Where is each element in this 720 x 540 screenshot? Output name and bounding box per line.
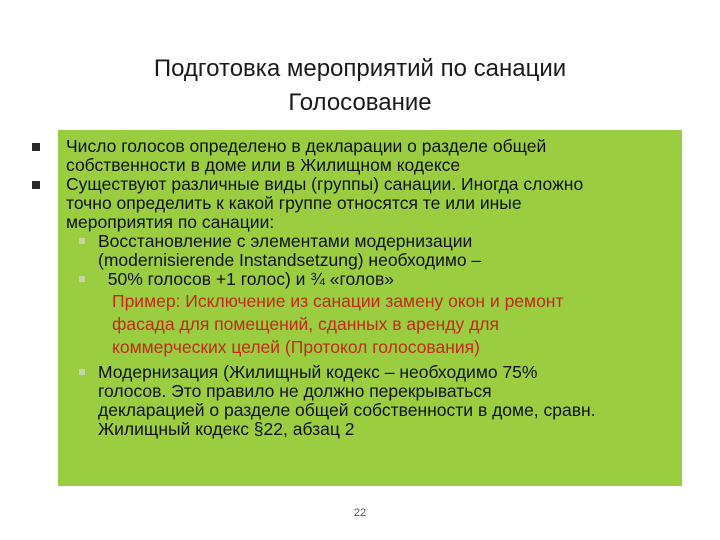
bullet-item-2 <box>30 175 680 232</box>
bullet-1-line-2: собственности в доме или в Жилищном кодексе <box>66 155 461 175</box>
small-square-bullet-icon <box>79 276 85 282</box>
title-line-1: Подготовка мероприятий по санации <box>153 55 567 82</box>
bullet-list <box>30 137 680 439</box>
bullet-item-1 <box>30 137 680 175</box>
example-block <box>30 290 680 359</box>
bullet-2-line-2: точно определить к какой группе относятся те или иные <box>66 193 522 213</box>
sub-bullet-item-3 <box>30 363 680 439</box>
sub-1-line-2: (modernisierende Instandsetzung) необходимо – <box>98 250 482 270</box>
example-line-3: коммерческих целей (Протокол голосования) <box>112 337 480 357</box>
sub-bullet-item-1 <box>30 232 680 270</box>
square-bullet-icon <box>32 143 40 151</box>
sub-2-line-1: 50% голосов +1 голос) и ¾ «голов» <box>98 269 395 289</box>
example-line-2: фасада для помещений, сданных в аренду для <box>112 314 499 334</box>
sub-3-line-1: Модернизация (Жилищный кодекс – необходимо 75% <box>98 362 538 382</box>
bullet-2-line-3: мероприятия по санации: <box>66 212 275 232</box>
sub-3-line-2: голосов. Это правило не должно перекрываться <box>98 381 492 401</box>
example-line-1: Пример: Исключение из санации замену окон и ремонт <box>112 291 564 311</box>
sub-3-line-4: Жилищный кодекс §22, абзац 2 <box>98 419 355 439</box>
sub-3-line-3: декларацией о разделе общей собственности в доме, сравн. <box>98 400 596 420</box>
small-square-bullet-icon <box>79 369 85 375</box>
sub-1-line-1: Восстановление с элементами модернизации <box>98 231 473 251</box>
bullet-2-line-1: Существуют различные виды (группы) санации. Иногда сложно <box>66 174 584 194</box>
square-bullet-icon <box>32 181 40 189</box>
bullet-1-line-1: Число голосов определено в декларации о разделе общей <box>66 136 547 156</box>
sub-bullet-item-2 <box>30 270 680 289</box>
page-number: 22 <box>353 507 367 519</box>
small-square-bullet-icon <box>79 238 85 244</box>
title-line-2: Голосование <box>288 89 432 116</box>
slide-title <box>0 52 720 120</box>
